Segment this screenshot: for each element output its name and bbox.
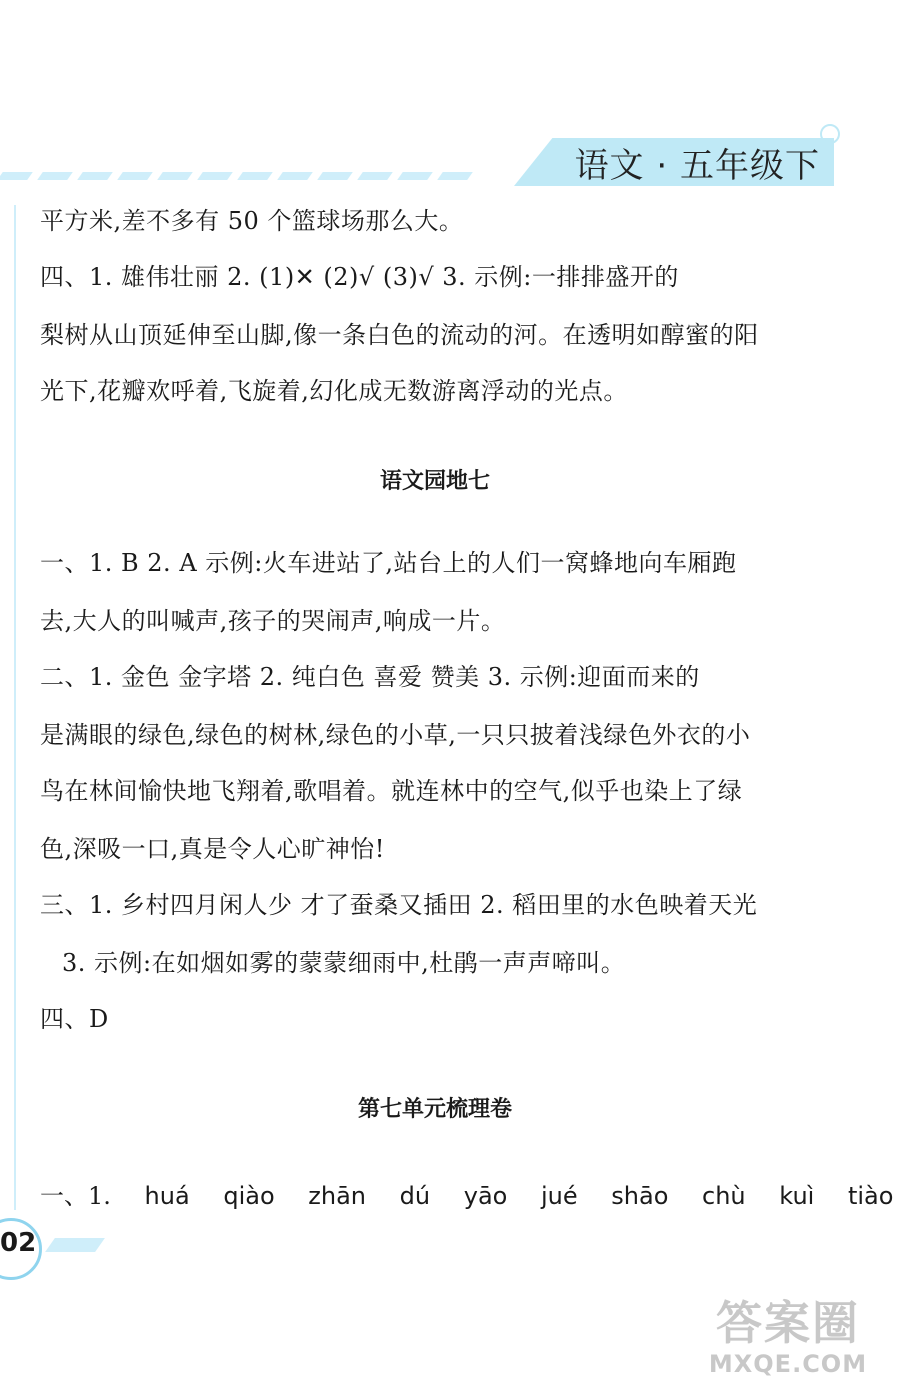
header-dash — [197, 172, 233, 180]
header-dash — [397, 172, 433, 180]
page-number: 02 — [0, 1228, 37, 1258]
text-line: 鸟在林间愉快地飞翔着,歌唱着。就连林中的空气,似乎也染上了绿 — [40, 777, 743, 805]
header-dash — [77, 172, 113, 180]
watermark — [688, 1296, 888, 1386]
footer-bar — [45, 1238, 105, 1252]
text-line: 二、1. 金色 金字塔 2. 纯白色 喜爱 赞美 3. 示例:迎面而来的 — [40, 663, 700, 691]
text-line: 平方米,差不多有 50 个篮球场那么大。 — [40, 207, 464, 235]
header-dash — [277, 172, 313, 180]
pinyin-item: qiào — [223, 1182, 275, 1210]
header-dash — [317, 172, 353, 180]
header-dash — [437, 172, 473, 180]
text-line: 一、1. B 2. A 示例:火车进站了,站台上的人们一窝蜂地向车厢跑 — [40, 549, 737, 577]
watermark-url: MXQE.COM — [708, 1350, 868, 1378]
text-line: 三、1. 乡村四月闲人少 才了蚕桑又插田 2. 稻田里的水色映着天光 — [40, 891, 758, 919]
text-line: 梨树从山顶延伸至山脚,像一条白色的流动的河。在透明如醇蜜的阳 — [40, 321, 759, 349]
header-dash — [117, 172, 153, 180]
header-dash — [37, 172, 73, 180]
pinyin-item: chù — [702, 1182, 746, 1210]
margin-line — [14, 205, 16, 1210]
section-title: 语文园地七 — [379, 469, 490, 494]
pinyin-item: jué — [540, 1182, 578, 1210]
pinyin-item: kuì — [779, 1182, 815, 1210]
page-header — [0, 0, 900, 200]
header-dash — [237, 172, 273, 180]
text-line: 光下,花瓣欢呼着,飞旋着,幻化成无数游离浮动的光点。 — [40, 377, 628, 405]
pinyin-item: tiào — [847, 1182, 894, 1210]
header-dash — [0, 172, 33, 180]
text-line: 四、D — [40, 1005, 109, 1033]
pinyin-item: dú — [399, 1182, 431, 1210]
section-title: 第七单元梳理卷 — [357, 1097, 512, 1122]
text-line: 去,大人的叫喊声,孩子的哭闹声,响成一片。 — [40, 607, 506, 635]
pinyin-line — [40, 1176, 893, 1211]
text-line: 色,深吸一口,真是令人心旷神怡! — [40, 835, 385, 863]
watermark-mark: 答案圈 — [716, 1296, 860, 1350]
text-line: 3. 示例:在如烟如雾的蒙蒙细雨中,杜鹃一声声啼叫。 — [62, 949, 626, 977]
text-line: 四、1. 雄伟壮丽 2. (1)✕ (2)√ (3)√ 3. 示例:一排排盛开的 — [40, 263, 679, 291]
header-dash — [357, 172, 393, 180]
pinyin-item: huá — [144, 1182, 190, 1210]
pinyin-item: zhān — [308, 1182, 366, 1210]
text-line: 是满眼的绿色,绿色的树林,绿色的小草,一只只披着浅绿色外衣的小 — [40, 721, 751, 749]
header-dash — [157, 172, 193, 180]
pinyin-item: yāo — [463, 1182, 508, 1210]
pinyin-prefix: 一、1. — [40, 1182, 111, 1210]
pinyin-item: shāo — [611, 1182, 669, 1210]
swirl-icon — [820, 124, 840, 144]
header-title: 语文 · 五年级下 — [574, 146, 820, 186]
